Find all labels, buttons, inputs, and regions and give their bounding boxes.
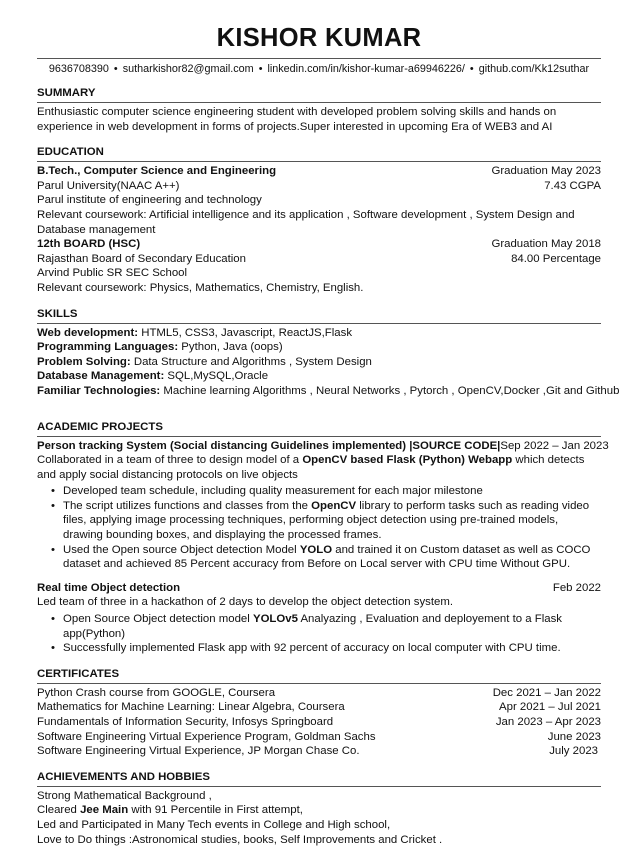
achievements-section — [37, 770, 601, 847]
project-bullets — [37, 484, 601, 572]
project-title: Real time Object detection — [37, 581, 181, 594]
list-item — [63, 612, 601, 641]
certificate-date: Dec 2021 – Jan 2022 — [492, 686, 601, 699]
certificate-name: Mathematics for Machine Learning: Linear Algebra, Coursera — [37, 701, 345, 714]
school-name: Parul institute of engineering and technology — [37, 194, 262, 207]
list-item — [63, 499, 601, 543]
header-divider — [37, 58, 601, 59]
skill-label: Web development: — [37, 326, 139, 339]
institution-name: Rajasthan Board of Secondary Education — [37, 252, 246, 265]
skill-value: SQL,MySQL,Oracle — [164, 370, 269, 383]
certificate-date: Jan 2023 – Apr 2023 — [495, 716, 601, 728]
text-run-bold: Jee Main — [80, 804, 129, 817]
entry-date: Graduation May 2023 — [491, 165, 601, 178]
certificate-name: Fundamentals of Information Security, Infosys Springboard — [37, 716, 334, 728]
skill-row — [37, 369, 601, 384]
certificate-row — [37, 686, 601, 701]
text-run: which detects and apply social distancing protocols on live objects — [37, 454, 585, 481]
certificate-name: Python Crash course from GOOGLE, Coursera — [37, 686, 276, 699]
skill-value: Data Structure and Algorithms , System Design — [130, 355, 372, 368]
certificate-row — [37, 744, 601, 759]
summary-text: Enthusiastic computer science engineering student with developed problem solving skills and hands on experience in web development in forms of projects.Super interested in upcoming Era of WEB3 and AI — [37, 106, 557, 133]
text-run: library to perform tasks such as reading video files, applying image processing techniques, performing object detection using pre-trained models, drawing bounding boxes, and displaying the processed frames. — [63, 499, 590, 542]
contact-line — [37, 62, 601, 76]
email-link[interactable]: sutharkishor82@gmail.com — [122, 63, 254, 75]
section-title: ACHIEVEMENTS AND HOBBIES — [37, 770, 601, 787]
project-description: Led team of three in a hackathon of 2 days to develop the object detection system. — [37, 596, 454, 609]
section-title: ACADEMIC PROJECTS — [37, 420, 601, 437]
text-run: and trained it on Custom dataset as well as COCO dataset and achieved 85 Percent accuracy from Before on Local server with CPU time Without GPU. — [63, 543, 591, 571]
certificates-section — [37, 667, 601, 759]
text-run-bold: YOLO — [299, 543, 333, 556]
coursework: Relevant coursework: Physics, Mathematics, Chemistry, English. — [37, 281, 364, 294]
phone-number: 9636708390 — [48, 63, 109, 75]
text-run: Used the Open source Object detection Model — [63, 543, 300, 556]
entry-header — [37, 237, 601, 252]
project-date: Sep 2022 – Jan 2023 — [500, 439, 609, 452]
projects-section — [37, 420, 609, 656]
skill-label: Programming Languages: — [37, 341, 179, 354]
school-name: Arvind Public SR SEC School — [37, 267, 188, 280]
degree-title: B.Tech., Computer Science and Engineering — [37, 165, 277, 178]
text-run: Collaborated in a team of three to design model of a — [37, 454, 303, 467]
degree-title: 12th BOARD (HSC) — [37, 238, 141, 251]
skills-section — [37, 307, 620, 399]
project-description — [37, 453, 601, 482]
skill-row — [37, 326, 601, 341]
project-title[interactable]: Person tracking System (Social distancing Guidelines implemented) |SOURCE CODE| — [37, 439, 501, 452]
education-section — [37, 145, 601, 295]
text-run: Analyazing , Evaluation and deployement to a Flask app(Python) — [63, 613, 562, 640]
certificate-date: Apr 2021 – Jul 2021 — [499, 701, 601, 714]
linkedin-link[interactable]: linkedin.com/in/kishor-kumar-a69946226/ — [267, 63, 465, 75]
section-title: SUMMARY — [37, 86, 601, 103]
achievement-line: Love to Do things :Astronomical studies, books, Self Improvements and Cricket . — [37, 833, 443, 846]
section-title: SKILLS — [37, 307, 601, 324]
list-item: • Developed team schedule, including quality measurement for each major milestone — [63, 484, 601, 499]
achievement-line: Led and Participated in Many Tech events in College and High school, — [37, 818, 391, 831]
certificate-name: Software Engineering Virtual Experience Program, Goldman Sachs — [37, 730, 376, 743]
text-run-bold: YOLOv5 — [252, 613, 298, 626]
skill-value: Python, Java (oops) — [178, 341, 283, 354]
text-run: Cleared — [37, 804, 81, 817]
skill-label: Database Management: — [37, 370, 165, 383]
score: 84.00 Percentage — [511, 252, 601, 265]
text-run-bold: OpenCV based Flask (Python) Webapp — [302, 454, 513, 467]
coursework: Relevant coursework: Artificial intelligence and its application , Software development , System Design and Database management — [37, 208, 575, 236]
bullet-separator: • — [258, 63, 263, 75]
project-header — [37, 581, 601, 596]
skill-row — [37, 384, 620, 399]
text-run: The script utilizes functions and classes from the — [63, 499, 312, 512]
summary-section — [37, 86, 601, 134]
section-title: CERTIFICATES — [37, 667, 601, 684]
entry-header — [37, 164, 601, 179]
certificate-row — [37, 730, 601, 745]
project-entry — [37, 439, 609, 572]
section-title: EDUCATION — [37, 145, 601, 162]
project-header — [37, 439, 609, 454]
education-entry — [37, 237, 601, 295]
score: 7.43 CGPA — [544, 179, 601, 192]
skill-label: Familiar Technologies: — [37, 384, 161, 397]
achievement-line — [37, 803, 601, 818]
skill-row — [37, 340, 601, 355]
education-entry — [37, 164, 601, 237]
skill-value: Machine learning Algorithms , Neural Networks , Pytorch , OpenCV,Docker ,Git and Github — [160, 384, 620, 397]
github-link[interactable]: github.com/Kk12suthar — [478, 63, 590, 75]
institution-row — [37, 252, 601, 267]
certificate-date: July 2023 — [549, 745, 598, 758]
project-date: Feb 2022 — [552, 581, 601, 594]
institution-name: Parul University(NAAC A++) — [37, 179, 180, 192]
certificate-date: June 2023 — [547, 730, 601, 743]
institution-row — [37, 179, 601, 194]
candidate-name: KISHOR KUMAR — [216, 24, 422, 52]
certificate-row — [37, 700, 601, 715]
skill-label: Problem Solving: — [37, 355, 131, 368]
text-run: with 91 Percentile in First attempt, — [128, 804, 303, 817]
text-run: Open Source Object detection model — [63, 613, 253, 626]
text-run-bold: OpenCV — [311, 499, 357, 512]
entry-date: Graduation May 2018 — [491, 238, 601, 251]
certificate-name: Software Engineering Virtual Experience, JP Morgan Chase Co. — [37, 745, 360, 758]
list-item: • Successfully implemented Flask app with 92 percent of accuracy on local computer with CPU time. — [63, 641, 601, 656]
achievement-line: Strong Mathematical Background , — [37, 789, 212, 802]
project-entry — [37, 581, 601, 656]
bullet-separator: • — [469, 63, 474, 75]
certificate-row — [37, 715, 601, 730]
skill-value: HTML5, CSS3, Javascript, ReactJS,Flask — [138, 326, 353, 339]
list-item — [63, 543, 601, 572]
skill-row — [37, 355, 601, 370]
project-bullets — [37, 612, 601, 656]
bullet-separator: • — [113, 63, 118, 75]
